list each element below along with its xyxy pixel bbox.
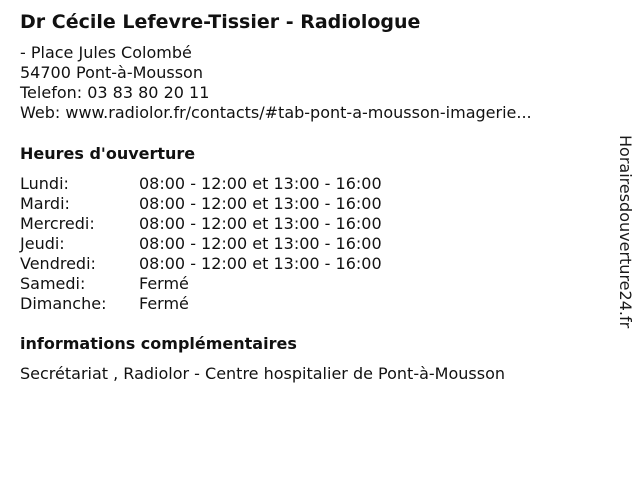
hours-day: Samedi:: [20, 274, 86, 293]
hours-time: 08:00 - 12:00 et 13:00 - 16:00: [139, 194, 382, 213]
website-link[interactable]: Web: www.radiolor.fr/contacts/#tab-pont-a-mousson-imagerie...: [20, 103, 532, 122]
hours-day: Lundi:: [20, 174, 69, 193]
page-title: Dr Cécile Lefevre-Tissier - Radiologue: [20, 11, 421, 33]
address-city: 54700 Pont-à-Mousson: [20, 63, 203, 82]
opening-hours-heading: Heures d'ouverture: [20, 144, 196, 163]
hours-time: 08:00 - 12:00 et 13:00 - 16:00: [139, 214, 382, 233]
address-street: - Place Jules Colombé: [20, 43, 192, 62]
phone-number[interactable]: Telefon: 03 83 80 20 11: [20, 83, 210, 102]
hours-day: Mercredi:: [20, 214, 95, 233]
additional-info-heading: informations complémentaires: [20, 334, 297, 353]
hours-row-wednesday: [20, 214, 382, 234]
hours-row-sunday: [20, 294, 382, 314]
hours-time: Fermé: [139, 274, 189, 293]
hours-time: 08:00 - 12:00 et 13:00 - 16:00: [139, 234, 382, 253]
site-watermark: Horairesdouverture24.fr: [616, 135, 635, 329]
hours-day: Mardi:: [20, 194, 70, 213]
opening-hours-table: [20, 174, 382, 314]
hours-time: Fermé: [139, 294, 189, 313]
contact-block: [20, 43, 532, 123]
hours-row-saturday: [20, 274, 382, 294]
hours-row-monday: [20, 174, 382, 194]
hours-row-thursday: [20, 234, 382, 254]
hours-row-friday: [20, 254, 382, 274]
hours-time: 08:00 - 12:00 et 13:00 - 16:00: [139, 254, 382, 273]
hours-day: Dimanche:: [20, 294, 107, 313]
hours-time: 08:00 - 12:00 et 13:00 - 16:00: [139, 174, 382, 193]
additional-info-text: Secrétariat , Radiolor - Centre hospitalier de Pont-à-Mousson: [20, 364, 506, 383]
hours-row-tuesday: [20, 194, 382, 214]
hours-day: Jeudi:: [20, 234, 65, 253]
hours-day: Vendredi:: [20, 254, 96, 273]
